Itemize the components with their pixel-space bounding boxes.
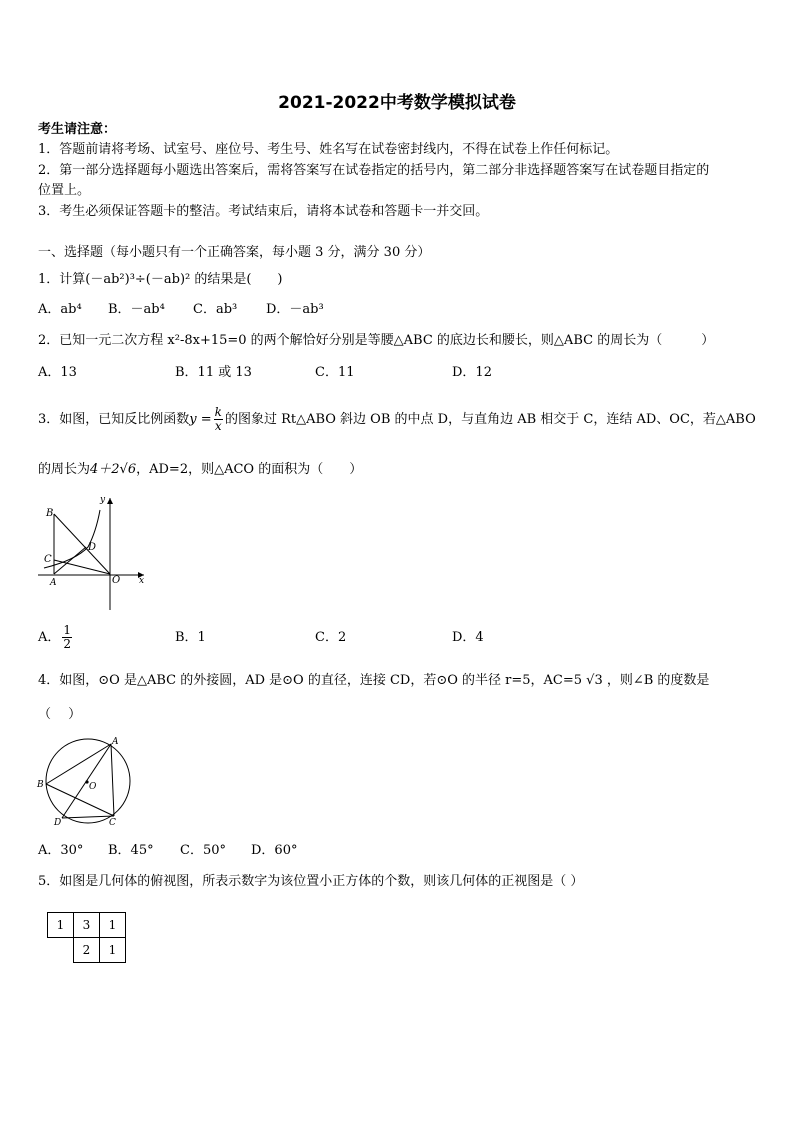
label-c: C [109,818,116,826]
notice-heading: 考生请注意： [38,122,117,137]
notice-line-2: 2．第一部分选择题每小题选出答案后，需将答案写在试卷指定的括号内，第二部分非选择题答案写在试卷题目指定的 [38,163,710,178]
label-d: D [54,818,62,826]
fraction-denominator: 2 [63,637,72,651]
question-3-option-a [38,620,74,656]
segment-ac [111,744,114,816]
question-1-option-a: A．ab⁴ [38,302,82,317]
question-4-option-a: A．30° [38,843,84,858]
option-a-label: A． [38,630,61,645]
grid-cell: 1 [100,938,126,963]
perimeter-expression: 4＋2√6 [90,462,137,477]
question-2-option-d: D．12 [452,365,492,380]
label-a: A [50,578,57,588]
question-4-option-c: C．50° [180,843,226,858]
question-3-stem [38,402,756,438]
page-title: 2021-2022中考数学模拟试卷 [278,93,516,113]
question-3-line2-pre: 的周长为 [38,462,91,477]
fraction-numerator: k [214,405,222,419]
segment-bc [46,784,114,816]
notice-line-2-cont: 位置上。 [38,183,91,198]
segment-bo [54,514,110,574]
grid-cell-empty [48,938,74,963]
question-1-stem: 1．计算(－ab²)³÷(－ab)² 的结果是( ) [38,272,283,287]
grid-cell: 1 [100,913,126,938]
question-3-stem-post: 的图象过 Rt△ABO 斜边 OB 的中点 D，与直角边 AB 相交于 C，连结 AD、OC，若△ABO [224,412,756,427]
fraction-one-half [62,624,72,651]
question-3-option-d: D．4 [452,630,484,645]
fraction-k-over-x [214,406,223,433]
label-o: O [89,782,97,792]
function-y-eq: y = [189,412,212,427]
fraction-numerator: 1 [63,623,72,637]
question-4-option-b: B．45° [108,843,154,858]
question-3-option-b: B．1 [175,630,206,645]
label-b: B [46,508,54,519]
question-2-option-b: B．11 或 13 [175,365,252,380]
section-heading: 一、选择题（每小题只有一个正确答案，每小题 3 分，满分 30 分） [38,245,431,260]
grid-cell: 3 [74,913,100,938]
fraction-denominator: x [214,419,222,433]
question-1-option-d: D．－ab³ [266,302,324,317]
notice-line-3: 3．考生必须保证答题卡的整洁。考试结束后，请将本试卷和答题卡一并交回。 [38,204,489,219]
question-4-option-d: D．60° [251,843,298,858]
question-4-paren: （ ） [38,707,82,722]
grid-cell: 1 [48,913,74,938]
segment-ab [46,744,111,784]
label-o: O [112,575,121,586]
notice-line-1: 1．答题前请将考场、试室号、座位号、考生号、姓名写在试卷密封线内，不得在试卷上作任何标记。 [38,142,619,157]
question-1-option-c: C．ab³ [193,302,238,317]
question-5-stem: 5．如图是几何体的俯视图，所表示数字为该位置小正方体的个数，则该几何体的正视图是（ ） [38,874,584,889]
question-4-stem: 4．如图，⊙O 是△ABC 的外接圆，AD 是⊙O 的直径，连接 CD，若⊙O 的半径 r=5，AC=5 √3 ，则∠B 的度数是 [38,673,710,688]
label-b: B [37,780,44,790]
grid-cell: 2 [74,938,100,963]
label-y: y [100,495,106,505]
question-2-option-a: A．13 [38,365,77,380]
question-3-option-c: C．2 [315,630,347,645]
label-d: D [88,542,97,553]
label-a: A [112,737,119,747]
question-2-stem: 2．已知一元二次方程 x²-8x+15=0 的两个解恰好分别是等腰△ABC 的底边长和腰长，则△ABC 的周长为（ ） [38,333,715,348]
question-3-line2-post: ，AD=2，则△ACO 的面积为（ ） [136,462,363,477]
y-axis-arrow [107,498,113,504]
grid-row [48,913,126,938]
question-2-option-c: C．11 [315,365,355,380]
question-3-stem-pre: 3．如图，已知反比例函数 [38,412,190,427]
question-4-figure [36,734,132,826]
label-c: C [44,554,52,565]
question-1-option-b: B．－ab⁴ [108,302,165,317]
question-3-figure [36,492,148,614]
segment-dc [62,816,114,818]
grid-row [48,938,126,963]
segment-ad [54,547,86,574]
top-view-grid [47,912,126,963]
question-3-stem-line2 [38,460,362,480]
label-x: x [139,576,145,586]
